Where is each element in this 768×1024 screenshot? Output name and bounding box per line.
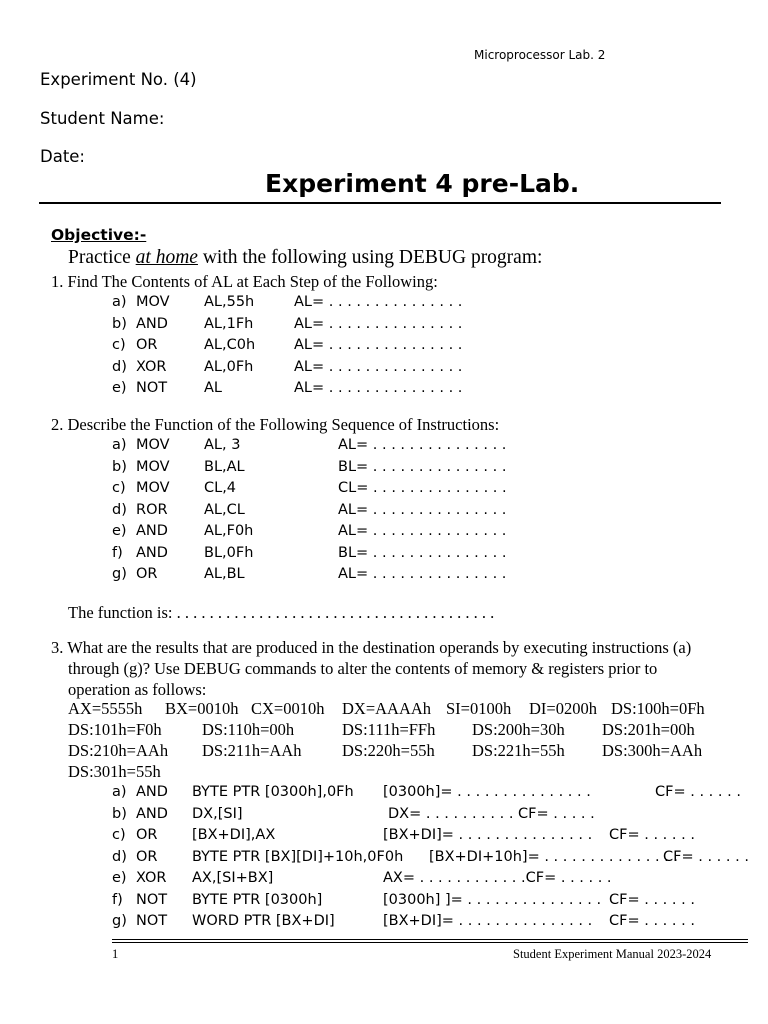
item-label: g) — [112, 566, 127, 582]
item-label: c) — [112, 480, 126, 496]
result-blank: AL= . . . . . . . . . . . . . . . — [338, 566, 507, 582]
carry-flag-blank: CF= . . . . . . — [609, 913, 695, 929]
result-blank: CL= . . . . . . . . . . . . . . . — [338, 480, 507, 496]
instruction-op: MOV — [136, 294, 170, 310]
instruction-operand: WORD PTR [BX+DI] — [192, 913, 335, 929]
date-label: Date: — [40, 147, 85, 166]
item-label: a) — [112, 784, 127, 800]
instruction-op: NOT — [136, 913, 168, 929]
question-3-line-3: operation as follows: — [68, 680, 207, 699]
instruction-operand: DX,[SI] — [192, 805, 243, 822]
instruction-op: NOT — [136, 380, 168, 396]
footer-rule — [112, 939, 748, 940]
result-blank: AL= . . . . . . . . . . . . . . . — [338, 523, 507, 539]
instruction-operand: BYTE PTR [BX][DI]+10h,0F0h — [192, 848, 404, 865]
result-blank: [0300h]= . . . . . . . . . . . . . . . — [383, 784, 591, 800]
question-3-line-1: 3. What are the results that are produced in the destination operands by executing instructions (a) — [51, 638, 692, 657]
register-value: SI=0100h — [446, 699, 512, 718]
objective-label: Objective:- — [51, 226, 147, 244]
instruction-op: MOV — [136, 480, 170, 496]
lab-label: Microprocessor Lab. 2 — [474, 48, 606, 62]
instruction-op: AND — [136, 523, 168, 539]
item-label: f) — [112, 891, 123, 908]
instruction-operand: AL,C0h — [204, 337, 256, 353]
result-blank: AL= . . . . . . . . . . . . . . . — [294, 294, 463, 310]
practice-line — [68, 247, 542, 269]
instruction-op: OR — [136, 827, 158, 843]
instruction-op: AND — [136, 784, 168, 800]
practice-emphasis: at home — [135, 247, 198, 268]
instruction-operand: BL,0Fh — [204, 544, 254, 561]
result-blank: BL= . . . . . . . . . . . . . . . — [338, 458, 507, 475]
result-blank: BL= . . . . . . . . . . . . . . . — [338, 544, 507, 561]
register-value: DS:210h=AAh — [68, 741, 169, 760]
item-label: b) — [112, 315, 127, 332]
carry-flag-blank: CF= . . . . . . — [655, 784, 741, 800]
instruction-operand: AL — [204, 380, 222, 396]
student-name-label: Student Name: — [40, 109, 165, 128]
instruction-operand: AL,1Fh — [204, 315, 254, 332]
question-1-text: 1. Find The Contents of AL at Each Step of the Following: — [51, 272, 438, 291]
result-blank: AX= . . . . . . . . . . . .CF= . . . . . . — [383, 870, 612, 886]
item-label: g) — [112, 913, 127, 929]
page-number: 1 — [112, 947, 119, 961]
register-value: DS:111h=FFh — [342, 720, 436, 739]
carry-flag-blank: CF= . . . . . . — [609, 891, 695, 908]
instruction-operand: [BX+DI],AX — [192, 827, 276, 843]
register-value: AX=5555h — [68, 699, 143, 718]
instruction-operand: AL,0Fh — [204, 358, 254, 375]
result-blank: AL= . . . . . . . . . . . . . . . — [338, 501, 507, 518]
result-blank: [BX+DI]= . . . . . . . . . . . . . . . — [383, 827, 593, 843]
register-value: DS:100h=0Fh — [611, 699, 705, 718]
instruction-operand: AL,CL — [204, 501, 245, 518]
instruction-op: AND — [136, 315, 168, 332]
item-label: c) — [112, 827, 126, 843]
register-value: DS:201h=00h — [602, 720, 695, 739]
footer-rule-thin — [112, 942, 748, 943]
item-label: b) — [112, 458, 127, 475]
register-value: DS:110h=00h — [202, 720, 295, 739]
item-label: b) — [112, 805, 127, 822]
register-value: DS:300h=AAh — [602, 741, 703, 760]
result-blank: [0300h] ]= . . . . . . . . . . . . . . . — [383, 891, 602, 908]
result-blank: AL= . . . . . . . . . . . . . . . — [294, 358, 463, 375]
register-value: DX=AAAAh — [342, 699, 432, 718]
instruction-op: OR — [136, 337, 158, 353]
instruction-op: MOV — [136, 437, 170, 453]
register-value: DS:220h=55h — [342, 741, 435, 760]
carry-flag-blank: CF= . . . . . . — [609, 827, 695, 843]
manual-label: Student Experiment Manual 2023-2024 — [513, 947, 712, 961]
carry-flag-blank: CF= . . . . . . — [663, 848, 749, 865]
item-label: d) — [112, 358, 127, 375]
item-label: a) — [112, 294, 127, 310]
instruction-operand: BYTE PTR [0300h],0Fh — [192, 784, 354, 800]
item-label: c) — [112, 337, 126, 353]
register-value: DS:101h=F0h — [68, 720, 162, 739]
register-value: BX=0010h — [165, 699, 239, 718]
instruction-op: NOT — [136, 891, 168, 908]
instruction-op: MOV — [136, 458, 170, 475]
result-blank: AL= . . . . . . . . . . . . . . . — [294, 315, 463, 332]
result-blank: AL= . . . . . . . . . . . . . . . — [294, 380, 463, 396]
item-label: d) — [112, 848, 127, 865]
instruction-operand: AX,[SI+BX] — [192, 870, 274, 886]
result-blank: AL= . . . . . . . . . . . . . . . — [294, 337, 463, 353]
practice-prefix: Practice — [68, 247, 136, 268]
instruction-operand: BL,AL — [204, 458, 245, 475]
question-3-line-2: through (g)? Use DEBUG commands to alter the contents of memory & registers prior to — [68, 659, 658, 678]
function-line: The function is: . . . . . . . . . . . . . . . . . . . . . . . . . . . . . . . . . . . . . . . — [68, 603, 495, 622]
register-value: DS:200h=30h — [472, 720, 565, 739]
result-blank: [BX+DI]= . . . . . . . . . . . . . . . — [383, 913, 593, 929]
instruction-operand: CL,4 — [204, 480, 237, 496]
instruction-op: AND — [136, 544, 168, 561]
instruction-operand: AL,BL — [204, 566, 245, 582]
register-value: DS:221h=55h — [472, 741, 565, 760]
instruction-op: OR — [136, 566, 158, 582]
instruction-op: AND — [136, 805, 168, 822]
instruction-op: XOR — [136, 870, 167, 886]
item-label: d) — [112, 501, 127, 518]
title-rule — [39, 202, 721, 204]
register-value: DI=0200h — [529, 699, 597, 718]
instruction-op: ROR — [136, 501, 168, 518]
item-label: f) — [112, 544, 123, 561]
instruction-op: XOR — [136, 358, 167, 375]
instruction-operand: AL,55h — [204, 294, 255, 310]
item-label: e) — [112, 380, 127, 396]
result-blank: AL= . . . . . . . . . . . . . . . — [338, 437, 507, 453]
instruction-operand: AL, 3 — [204, 437, 241, 453]
item-label: e) — [112, 523, 127, 539]
question-2-text: 2. Describe the Function of the Following Sequence of Instructions: — [51, 415, 500, 434]
item-label: a) — [112, 437, 127, 453]
experiment-number: Experiment No. (4) — [40, 70, 197, 89]
result-blank: [BX+DI+10h]= . . . . . . . . . . . . . . . — [429, 848, 678, 865]
page-title: Experiment 4 pre-Lab. — [265, 169, 580, 198]
register-value: CX=0010h — [251, 699, 325, 718]
practice-suffix: with the following using DEBUG program: — [197, 247, 543, 268]
instruction-operand: AL,F0h — [204, 523, 254, 539]
item-label: e) — [112, 870, 127, 886]
register-value: DS:211h=AAh — [202, 741, 302, 760]
result-blank: DX= . . . . . . . . . . CF= . . . . . — [388, 805, 595, 822]
instruction-operand: BYTE PTR [0300h] — [192, 891, 323, 908]
register-value: DS:301h=55h — [68, 762, 161, 781]
instruction-op: OR — [136, 848, 158, 865]
